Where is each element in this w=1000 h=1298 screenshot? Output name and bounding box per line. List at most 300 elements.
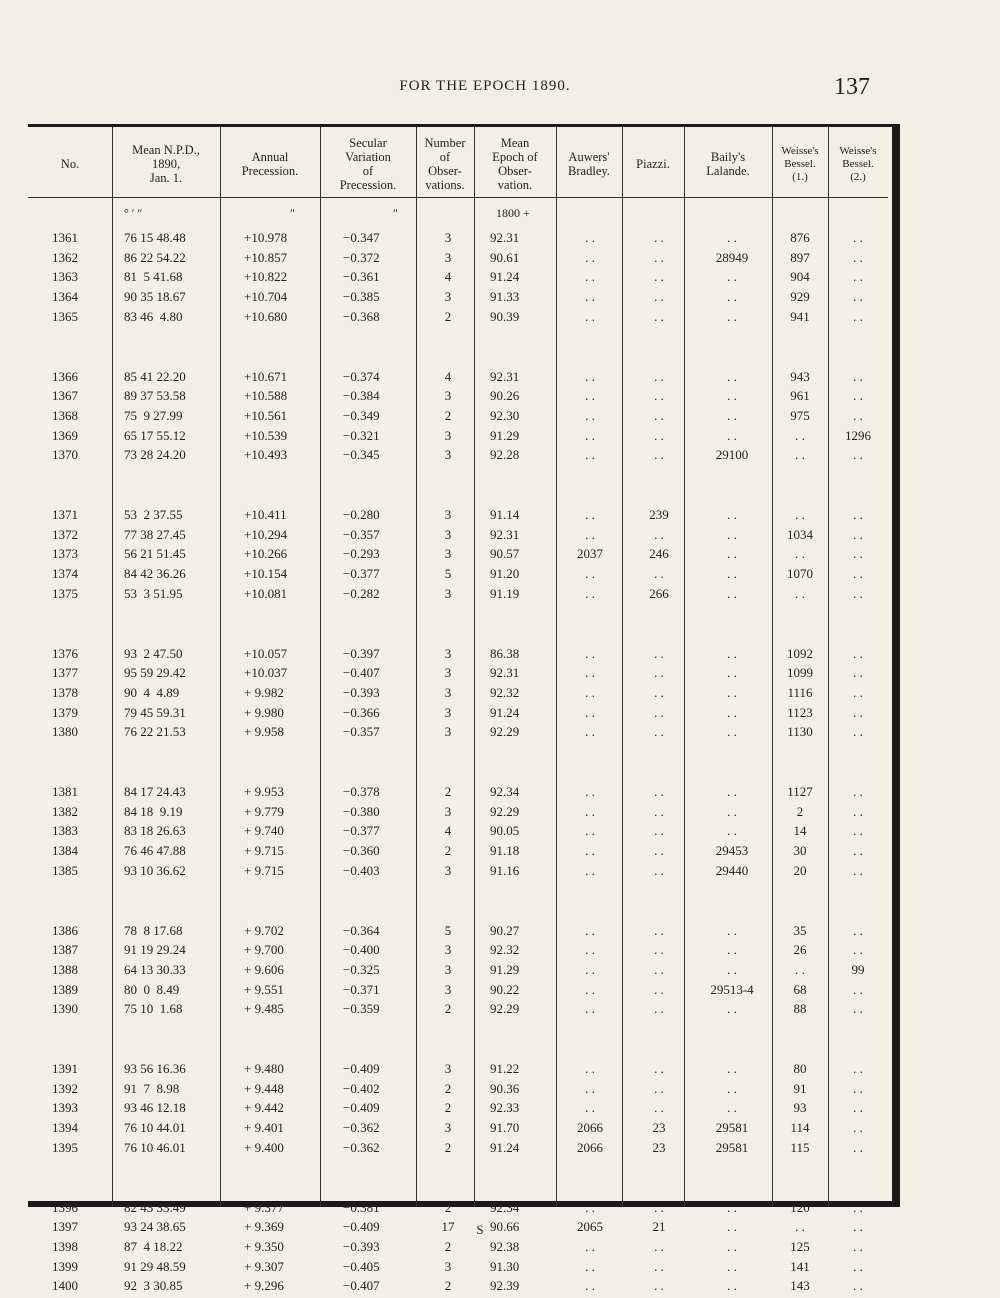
annual-precession: + 9.740	[244, 823, 284, 839]
mean-npd: 95 59 29.42	[124, 665, 186, 681]
column-header-number-of-observations: Number of Obser- vations.	[424, 136, 466, 192]
piazzi-ref: . .	[654, 388, 664, 404]
secular-variation: −0.357	[343, 526, 380, 542]
table-row	[28, 724, 888, 744]
mean-npd: 90 35 18.67	[124, 289, 186, 305]
observations-count: 3	[444, 961, 452, 977]
star-number: 1371	[52, 507, 78, 522]
mean-npd: 80 0 8.49	[124, 981, 180, 997]
mean-epoch: 92.29	[490, 803, 520, 819]
auwers-bradley-ref: . .	[585, 1199, 595, 1215]
weisses-bessel-2-ref: . .	[853, 684, 863, 700]
annual-precession: +10.294	[244, 526, 288, 542]
table-row	[28, 665, 888, 685]
secular-variation: −0.347	[343, 230, 380, 245]
auwers-bradley-ref: . .	[585, 1238, 595, 1254]
column-header-mean-npd: Mean N.P.D., 1890, Jan. 1.	[132, 143, 200, 185]
mean-epoch: 91.16	[490, 862, 520, 878]
unit-npd: ° ′ ″	[124, 206, 143, 220]
observations-count: 2	[444, 1139, 452, 1155]
mean-npd: 91 19 29.24	[124, 942, 186, 958]
auwers-bradley-ref: . .	[585, 388, 595, 404]
observations-count: 3	[444, 1258, 452, 1274]
annual-precession: + 9.953	[244, 784, 284, 799]
annual-precession: +10.588	[244, 388, 288, 404]
weisses-bessel-1-ref: 943	[790, 368, 810, 384]
mean-npd: 64 13 30.33	[124, 961, 186, 977]
annual-precession: + 9.958	[244, 724, 284, 740]
mean-npd: 82 43 33.49	[124, 1199, 186, 1215]
observations-count: 5	[444, 566, 452, 582]
observations-count: 3	[444, 546, 452, 562]
bailys-lalande-ref: . .	[727, 1219, 737, 1235]
annual-precession: + 9.779	[244, 803, 284, 819]
piazzi-ref: . .	[654, 447, 664, 463]
star-number: 1392	[52, 1080, 78, 1096]
auwers-bradley-ref: 2037	[577, 546, 603, 562]
mean-epoch: 90.66	[490, 1219, 520, 1235]
weisses-bessel-2-ref: . .	[853, 1258, 863, 1274]
secular-variation: −0.371	[343, 981, 380, 997]
table-row	[28, 1061, 888, 1081]
mean-npd: 90 4 4.89	[124, 684, 180, 700]
piazzi-ref: . .	[654, 1199, 664, 1215]
table-row	[28, 1140, 888, 1160]
bailys-lalande-ref: 29581	[715, 1120, 749, 1136]
piazzi-ref: . .	[654, 843, 664, 859]
secular-variation: −0.407	[343, 1278, 380, 1294]
observations-count: 4	[444, 269, 452, 285]
piazzi-ref: . .	[654, 230, 664, 245]
secular-variation: −0.293	[343, 546, 380, 562]
weisses-bessel-2-ref: . .	[853, 843, 863, 859]
piazzi-ref: . .	[654, 922, 664, 938]
piazzi-ref: . .	[654, 1061, 664, 1076]
weisses-bessel-2-ref: . .	[853, 784, 863, 799]
annual-precession: +10.704	[244, 289, 288, 305]
weisses-bessel-1-ref: 114	[790, 1120, 810, 1136]
weisses-bessel-2-ref: . .	[853, 230, 863, 245]
weisses-bessel-2-ref: . .	[853, 1100, 863, 1116]
mean-npd: 83 46 4.80	[124, 308, 183, 324]
weisses-bessel-2-ref: . .	[853, 724, 863, 740]
observations-count: 3	[444, 230, 452, 245]
star-number: 1380	[52, 724, 78, 740]
star-number: 1381	[52, 784, 78, 799]
table-row	[28, 1001, 888, 1021]
table-row	[28, 1259, 888, 1279]
mean-npd: 77 38 27.45	[124, 526, 186, 542]
bailys-lalande-ref: . .	[727, 546, 737, 562]
piazzi-ref: . .	[654, 427, 664, 443]
bailys-lalande-ref: . .	[727, 368, 737, 384]
mean-npd: 85 41 22.20	[124, 368, 186, 384]
mean-npd: 53 3 51.95	[124, 585, 183, 601]
annual-precession: + 9.350	[244, 1238, 284, 1254]
observations-count: 3	[444, 1120, 452, 1136]
column-header-annual-precession: Annual Precession.	[241, 150, 299, 178]
auwers-bradley-ref: . .	[585, 981, 595, 997]
weisses-bessel-2-ref: . .	[853, 704, 863, 720]
mean-epoch: 92.29	[490, 724, 520, 740]
weisses-bessel-2-ref: . .	[853, 388, 863, 404]
annual-precession: + 9.400	[244, 1139, 284, 1155]
mean-epoch: 92.30	[490, 407, 520, 423]
annual-precession: +10.037	[244, 665, 288, 681]
piazzi-ref: . .	[654, 1001, 664, 1017]
table-row	[28, 289, 888, 309]
star-number: 1375	[52, 585, 78, 601]
weisses-bessel-1-ref: . .	[795, 961, 805, 977]
piazzi-ref: . .	[654, 1258, 664, 1274]
weisses-bessel-2-ref: . .	[853, 269, 863, 285]
piazzi-ref: . .	[654, 249, 664, 265]
weisses-bessel-2-ref: . .	[853, 942, 863, 958]
weisses-bessel-1-ref: 125	[790, 1238, 810, 1254]
mean-epoch: 92.31	[490, 665, 520, 681]
secular-variation: −0.409	[343, 1100, 380, 1116]
weisses-bessel-1-ref: 1092	[787, 645, 813, 661]
observations-count: 3	[444, 704, 452, 720]
observations-count: 2	[444, 1100, 452, 1116]
observations-count: 2	[444, 843, 452, 859]
annual-precession: +10.680	[244, 308, 288, 324]
mean-npd: 81 5 41.68	[124, 269, 183, 285]
star-number: 1365	[52, 308, 78, 324]
table-row	[28, 408, 888, 428]
bailys-lalande-ref: . .	[727, 427, 737, 443]
table-header	[28, 127, 888, 199]
mean-epoch: 91.33	[490, 289, 520, 305]
star-number: 1396	[52, 1199, 78, 1215]
table-row	[28, 685, 888, 705]
star-number: 1382	[52, 803, 78, 819]
table-row	[28, 1081, 888, 1101]
mean-npd: 84 17 24.43	[124, 784, 186, 799]
auwers-bradley-ref: . .	[585, 724, 595, 740]
star-number: 1361	[52, 230, 78, 245]
auwers-bradley-ref: . .	[585, 1080, 595, 1096]
observations-count: 3	[444, 526, 452, 542]
annual-precession: +10.857	[244, 249, 288, 265]
column-header-bailys-lalande: Baily's Lalande.	[706, 150, 750, 178]
running-title: FOR THE EPOCH 1890.	[399, 78, 571, 94]
star-number: 1363	[52, 269, 78, 285]
secular-variation: −0.357	[343, 724, 380, 740]
piazzi-ref: . .	[654, 684, 664, 700]
observations-count: 2	[444, 1278, 452, 1294]
piazzi-ref: . .	[654, 526, 664, 542]
auwers-bradley-ref: . .	[585, 1001, 595, 1017]
bailys-lalande-ref: . .	[727, 566, 737, 582]
weisses-bessel-1-ref: 30	[793, 843, 807, 859]
table-row	[28, 863, 888, 883]
column-header-mean-epoch: Mean Epoch of Obser- vation.	[492, 136, 538, 192]
column-header-weisses-bessel-1: Weisse's Bessel. (1.)	[781, 144, 819, 183]
annual-precession: + 9.448	[244, 1080, 284, 1096]
bailys-lalande-ref: 29100	[715, 447, 749, 463]
star-number: 1368	[52, 407, 78, 423]
bailys-lalande-ref: 29453	[715, 843, 749, 859]
star-number: 1384	[52, 843, 78, 859]
annual-precession: +10.539	[244, 427, 288, 443]
weisses-bessel-2-ref: . .	[853, 526, 863, 542]
secular-variation: −0.361	[343, 269, 380, 285]
piazzi-ref: . .	[654, 289, 664, 305]
annual-precession: +10.671	[244, 368, 288, 384]
auwers-bradley-ref: . .	[585, 961, 595, 977]
weisses-bessel-1-ref: . .	[795, 585, 805, 601]
auwers-bradley-ref: . .	[585, 526, 595, 542]
weisses-bessel-2-ref: 1296	[845, 427, 871, 443]
table-row	[28, 1239, 888, 1259]
piazzi-ref: . .	[654, 368, 664, 384]
annual-precession: +10.081	[244, 585, 288, 601]
secular-variation: −0.407	[343, 665, 380, 681]
secular-variation: −0.368	[343, 308, 380, 324]
mean-epoch: 91.14	[490, 507, 520, 522]
auwers-bradley-ref: . .	[585, 585, 595, 601]
table-row	[28, 646, 888, 666]
bailys-lalande-ref: . .	[727, 704, 737, 720]
bailys-lalande-ref: . .	[727, 922, 737, 938]
weisses-bessel-1-ref: 1070	[787, 566, 813, 582]
table-row	[28, 447, 888, 467]
weisses-bessel-1-ref: . .	[795, 1219, 805, 1235]
table-row	[28, 566, 888, 586]
column-header-piazzi: Piazzi.	[636, 157, 670, 171]
weisses-bessel-1-ref: . .	[795, 507, 805, 522]
star-number: 1378	[52, 684, 78, 700]
mean-npd: 84 42 36.26	[124, 566, 186, 582]
bailys-lalande-ref: . .	[727, 289, 737, 305]
observations-count: 3	[444, 981, 452, 997]
mean-epoch: 90.27	[490, 922, 520, 938]
secular-variation: −0.321	[343, 427, 380, 443]
mean-epoch: 91.30	[490, 1258, 520, 1274]
weisses-bessel-1-ref: 961	[790, 388, 810, 404]
piazzi-ref: . .	[654, 942, 664, 958]
secular-variation: −0.377	[343, 566, 380, 582]
secular-variation: −0.374	[343, 368, 380, 384]
column-header-auwers-bradley: Auwers' Bradley.	[568, 150, 610, 178]
observations-count: 2	[444, 1199, 452, 1215]
table-row	[28, 784, 888, 804]
weisses-bessel-2-ref: . .	[853, 1238, 863, 1254]
weisses-bessel-2-ref: . .	[853, 1061, 863, 1076]
auwers-bradley-ref: . .	[585, 566, 595, 582]
table-body	[28, 230, 888, 1294]
piazzi-ref: . .	[654, 862, 664, 878]
secular-variation: −0.349	[343, 407, 380, 423]
star-number: 1400	[52, 1278, 78, 1294]
observations-count: 3	[444, 645, 452, 661]
mean-epoch: 90.61	[490, 249, 520, 265]
auwers-bradley-ref: . .	[585, 823, 595, 839]
bailys-lalande-ref: . .	[727, 665, 737, 681]
bailys-lalande-ref: . .	[727, 388, 737, 404]
unit-annual: ″	[290, 206, 295, 220]
star-number: 1369	[52, 427, 78, 443]
bailys-lalande-ref: . .	[727, 507, 737, 522]
table-row	[28, 942, 888, 962]
bailys-lalande-ref: . .	[727, 784, 737, 799]
mean-epoch: 92.31	[490, 368, 520, 384]
bailys-lalande-ref: 28949	[715, 249, 749, 265]
weisses-bessel-2-ref: . .	[853, 1278, 863, 1294]
weisses-bessel-2-ref: . .	[853, 566, 863, 582]
weisses-bessel-1-ref: 115	[790, 1139, 810, 1155]
star-number: 1374	[52, 566, 78, 582]
secular-variation: −0.381	[343, 1199, 380, 1215]
annual-precession: + 9.715	[244, 862, 284, 878]
weisses-bessel-1-ref: 929	[790, 289, 810, 305]
bailys-lalande-ref: . .	[727, 269, 737, 285]
annual-precession: + 9.401	[244, 1120, 284, 1136]
secular-variation: −0.282	[343, 585, 380, 601]
mean-npd: 76 15 48.48	[124, 230, 186, 245]
auwers-bradley-ref: . .	[585, 704, 595, 720]
star-number: 1386	[52, 922, 78, 938]
mean-npd: 87 4 18.22	[124, 1238, 183, 1254]
auwers-bradley-ref: . .	[585, 784, 595, 799]
bailys-lalande-ref: . .	[727, 407, 737, 423]
auwers-bradley-ref: 2065	[577, 1219, 603, 1235]
auwers-bradley-ref: . .	[585, 803, 595, 819]
piazzi-ref: . .	[654, 784, 664, 799]
star-number: 1395	[52, 1139, 78, 1155]
observations-count: 2	[444, 784, 452, 799]
table-row	[28, 982, 888, 1002]
observations-count: 3	[444, 942, 452, 958]
bailys-lalande-ref: . .	[727, 526, 737, 542]
observations-count: 5	[444, 922, 452, 938]
weisses-bessel-2-ref: . .	[853, 308, 863, 324]
mean-npd: 93 10 36.62	[124, 862, 186, 878]
secular-variation: −0.325	[343, 961, 380, 977]
table-row	[28, 804, 888, 824]
observations-count: 3	[444, 684, 452, 700]
star-number: 1377	[52, 665, 78, 681]
auwers-bradley-ref: . .	[585, 269, 595, 285]
mean-npd: 84 18 9.19	[124, 803, 183, 819]
observations-count: 3	[444, 724, 452, 740]
weisses-bessel-2-ref: . .	[853, 981, 863, 997]
auwers-bradley-ref: . .	[585, 249, 595, 265]
unit-row	[28, 206, 888, 226]
star-number: 1394	[52, 1120, 78, 1136]
annual-precession: + 9.485	[244, 1001, 284, 1017]
secular-variation: −0.345	[343, 447, 380, 463]
annual-precession: +10.561	[244, 407, 288, 423]
mean-npd: 75 9 27.99	[124, 407, 183, 423]
piazzi-ref: . .	[654, 961, 664, 977]
unit-epoch: 1800 +	[496, 206, 530, 220]
piazzi-ref: . .	[654, 803, 664, 819]
piazzi-ref: 23	[652, 1120, 666, 1136]
bailys-lalande-ref: . .	[727, 1278, 737, 1294]
annual-precession: + 9.377	[244, 1199, 284, 1215]
piazzi-ref: . .	[654, 665, 664, 681]
bailys-lalande-ref: . .	[727, 1238, 737, 1254]
piazzi-ref: . .	[654, 704, 664, 720]
secular-variation: −0.362	[343, 1120, 380, 1136]
mean-epoch: 90.36	[490, 1080, 520, 1096]
bailys-lalande-ref: . .	[727, 645, 737, 661]
secular-variation: −0.360	[343, 843, 380, 859]
star-number: 1376	[52, 645, 78, 661]
auwers-bradley-ref: . .	[585, 862, 595, 878]
piazzi-ref: . .	[654, 1238, 664, 1254]
table-row	[28, 823, 888, 843]
star-number: 1373	[52, 546, 78, 562]
observations-count: 3	[444, 862, 452, 878]
weisses-bessel-1-ref: 93	[793, 1100, 807, 1116]
star-number: 1391	[52, 1061, 78, 1076]
table-row	[28, 546, 888, 566]
page-number: 137	[834, 74, 870, 100]
annual-precession: + 9.442	[244, 1100, 284, 1116]
auwers-bradley-ref: . .	[585, 1258, 595, 1274]
mean-npd: 86 22 54.22	[124, 249, 186, 265]
auwers-bradley-ref: . .	[585, 507, 595, 522]
auwers-bradley-ref: 2066	[577, 1120, 603, 1136]
mean-epoch: 90.05	[490, 823, 520, 839]
piazzi-ref: . .	[654, 823, 664, 839]
mean-epoch: 92.32	[490, 942, 520, 958]
bailys-lalande-ref: . .	[727, 1001, 737, 1017]
weisses-bessel-1-ref: 941	[790, 308, 810, 324]
unit-secular: ″	[393, 206, 398, 220]
annual-precession: +10.266	[244, 546, 288, 562]
secular-variation: −0.405	[343, 1258, 380, 1274]
weisses-bessel-2-ref: . .	[853, 1001, 863, 1017]
mean-epoch: 90.57	[490, 546, 520, 562]
weisses-bessel-1-ref: 120	[790, 1199, 810, 1215]
mean-epoch: 91.20	[490, 566, 520, 582]
star-number: 1388	[52, 961, 78, 977]
weisses-bessel-2-ref: . .	[853, 1139, 863, 1155]
observations-count: 3	[444, 1061, 452, 1076]
weisses-bessel-2-ref: . .	[853, 665, 863, 681]
secular-variation: −0.384	[343, 388, 380, 404]
bailys-lalande-ref: 29440	[715, 862, 749, 878]
auwers-bradley-ref: . .	[585, 1100, 595, 1116]
mean-npd: 92 3 30.85	[124, 1278, 183, 1294]
weisses-bessel-2-ref: . .	[853, 507, 863, 522]
mean-epoch: 91.29	[490, 961, 520, 977]
weisses-bessel-1-ref: . .	[795, 546, 805, 562]
piazzi-ref: . .	[654, 645, 664, 661]
weisses-bessel-2-ref: . .	[853, 585, 863, 601]
annual-precession: +10.057	[244, 645, 288, 661]
secular-variation: −0.364	[343, 922, 380, 938]
mean-npd: 83 18 26.63	[124, 823, 186, 839]
observations-count: 3	[444, 803, 452, 819]
weisses-bessel-1-ref: 876	[790, 230, 810, 245]
table-row	[28, 843, 888, 863]
auwers-bradley-ref: . .	[585, 645, 595, 661]
star-number: 1390	[52, 1001, 78, 1017]
star-number: 1366	[52, 368, 78, 384]
weisses-bessel-1-ref: 141	[790, 1258, 810, 1274]
observations-count: 2	[444, 407, 452, 423]
weisses-bessel-2-ref: . .	[853, 1199, 863, 1215]
weisses-bessel-2-ref: 99	[851, 961, 865, 977]
observations-count: 4	[444, 368, 452, 384]
observations-count: 2	[444, 1001, 452, 1017]
star-number: 1387	[52, 942, 78, 958]
